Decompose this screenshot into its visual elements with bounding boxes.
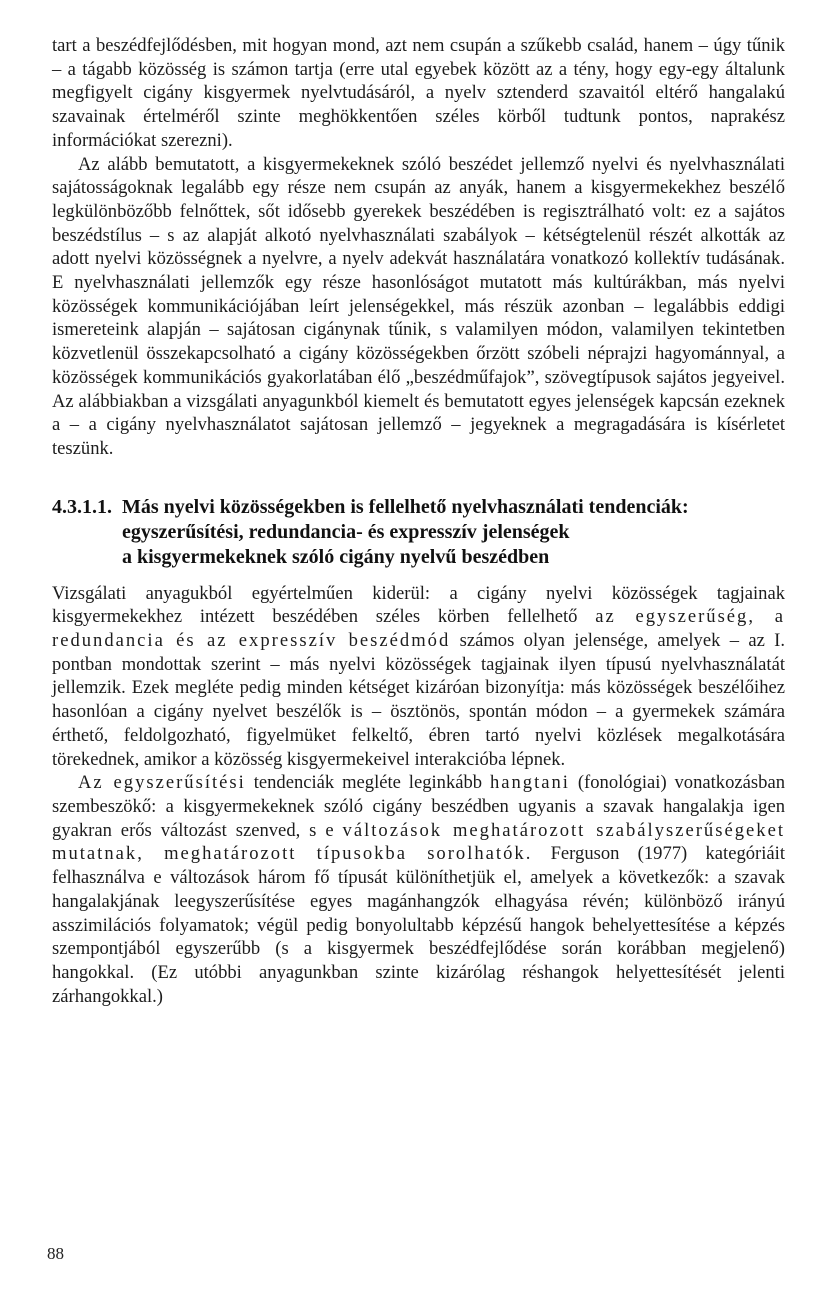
- paragraph-spoken-style: Az alább bemutatott, a kisgyermekeknek szóló beszédet jellemző nyelvi és nyelvhasználati sajátosságoknak legalább egy része nem csupán az anyák, hanem a kisgyermekekhez beszélő legkülönbözőbb felnőttek, sőt idősebb gyerekek beszédében is regisztrálható volt: ez a sajátos beszédstílus – s az alapját alkotó nyelvhasználati szabályok – kétségtelenül részét alkották az adott nyelvi közösségnek a nyelvre, a nyelv adekvát használatára vonatkozó kollektív tudásának. E nyelvhasználati jellemzők egy része hasonlóságot mutatott más kultúrákban, más nyelvi közösségek kommunikációjában leírt jelenségekkel, más részük azonban – legalábbis eddigi ismereteink alapján – sajátosan cigánynak tűnik, s valamilyen módon, valamilyen tekintetben közvetlenül összekapcsolható a cigány közösségekben őrzött szóbeli néprajzi hagyománnyal, a közösségek kommunikációs gyakorlatában élő „beszédműfajok”, szövegtípusok sajátos jegyeivel. Az alábbiakban a vizsgálati anyagunkból kiemelt és bemutatott egyes jelenségek kapcsán ezeknek a – a cigány nyelvhasználatot sajátosan jellemző – jegyeknek a megragadására is kísérletet teszünk.: [52, 153, 785, 459]
- text-run: Ferguson (1977) kategóriáit felhasználva e változások három fő típusát különíthetjük el, amelyek a következők: a szavak hangalakjának leegyszerűsítése egyes magánhangzók elhagyása révén; különböző irányú asszimilációs folyamatok; végül pedig bonyolultabb képzésű hangok behelyettesítése a képzés szempontjából egyszerűbb (s a kisgyermek beszédfejlődése során korábban megjelenő) hangokkal. (Ez utóbbi anyagunkban szinte kizárólag réshangok helyettesítését jelenti zárhangokkal.): [52, 843, 785, 1007]
- section-title-line: a kisgyermekeknek szóló cigány nyelvű beszédben: [122, 545, 550, 568]
- section-number: 4.3.1.1.: [52, 495, 112, 518]
- page-body: [52, 34, 785, 1008]
- emphasis-spaced: változások meghatározott szabályszerűségeket mutatnak, meghatározott típusokba sorolhatók.: [52, 819, 785, 865]
- paragraph-continuation: tart a beszédfejlődésben, mit hogyan mond, azt nem csupán a szűkebb család, hanem – úgy tűnik – a tágabb közösség is számon tartja (erre utal egyebek között az a tény, hogy egy-egy általunk megfigyelt cigány kisgyermek nyelvtudásáról, a nyelv sztenderd szavaitól eltérő hangalakú szavainak értelméről szinte meghökkentően széles körből tudtunk pontos, naprakész információkat szerezni).: [52, 35, 785, 151]
- emphasis-spaced: Az egyszerűsítési: [78, 772, 246, 794]
- section-title: [122, 495, 785, 570]
- emphasis-spaced: hangtani: [489, 772, 570, 794]
- page-number: 88: [47, 1244, 64, 1263]
- paragraph-simplification: [52, 771, 785, 1008]
- section-title-line: egyszerűsítési, redundancia- és expresszív jelenségek: [122, 520, 570, 543]
- emphasis-spaced: az egyszerűség, a redundancia és az expresszív beszédmód: [52, 606, 785, 652]
- section-title-line: Más nyelvi közösségekben is fellelhető nyelvhasználati tendenciák:: [122, 495, 689, 518]
- section-heading: [52, 495, 785, 570]
- text-run: számos olyan jelensége, amelyek – az I. pontban mondottak szerint – más nyelvi közösségek tagjainak ilyen típusú nyelvhasználatát jellemzik. Ezek megléte pedig minden kétséget kizáróan bizonyítja: más közösségek beszélőihez hasonlóan a cigány nyelvet beszélők is – ösztönös, spontán módon – a gyermekek számára érthető, feldolgozható, figyelmüket felkeltő, ébren tartó nyelvi közlések megalkotására törekednek, amikor a közösség kisgyermekeivel interakcióba lépnek.: [52, 630, 785, 770]
- paragraph-research-findings: [52, 582, 785, 772]
- text-run: Vizsgálati anyagukból egyértelműen kiderül: a cigány nyelvi közösségek tagjainak kisgyermekekhez intézett beszédében széles körben fellelhető: [52, 582, 785, 628]
- text-run: tendenciák megléte leginkább: [245, 772, 490, 794]
- text-run: (fonológiai) vonatkozásban szembeszökő: a kisgyermekeknek szóló cigány beszédben ugyanis a szavak hangalakja igen gyakran erős változást szenved, s e: [52, 772, 785, 841]
